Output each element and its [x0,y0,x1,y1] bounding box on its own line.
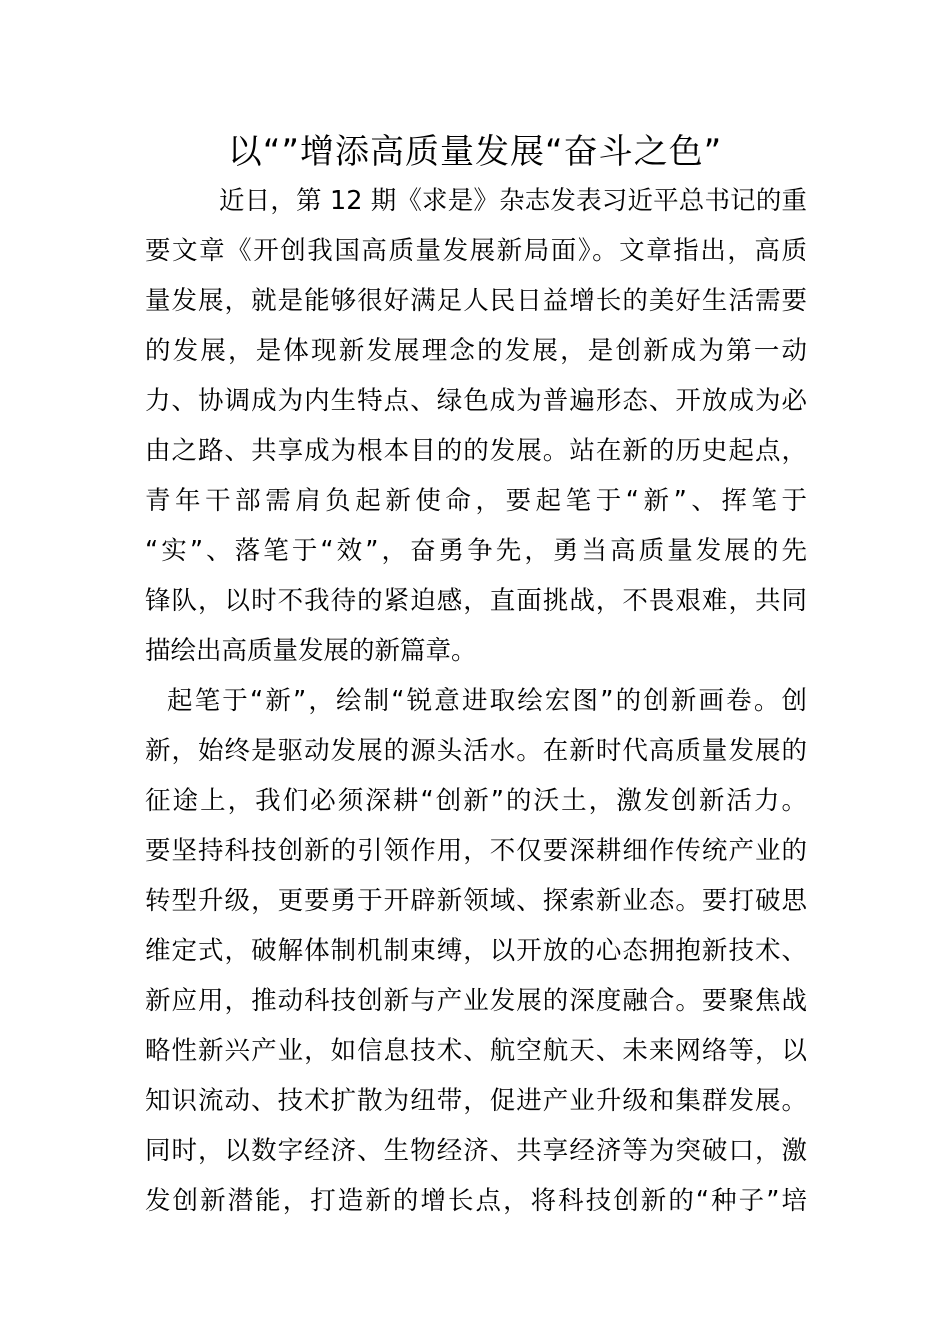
paragraph-line: 力、协调成为内生特点、绿色成为普遍形态、开放成为必 [145,386,807,416]
document-body [145,176,807,1226]
paragraph-line: “实”、落笔于“效”，奋勇争先，勇当高质量发展的先 [145,536,807,566]
document-title: 以“”增添高质量发展“奋斗之色” [227,132,723,172]
paragraph-line: 要坚持科技创新的引领作用，不仅要深耕细作传统产业的 [145,836,807,866]
paragraph-line: 青年干部需肩负起新使命，要起笔于“新”、挥笔于 [145,486,807,516]
paragraph-line: 由之路、共享成为根本目的的发展。站在新的历史起点， [145,436,807,466]
paragraph-line: 的发展，是体现新发展理念的发展，是创新成为第一动 [145,336,807,366]
paragraph-line: 知识流动、技术扩散为纽带，促进产业升级和集群发展。 [145,1086,807,1116]
paragraph-line: 略性新兴产业，如信息技术、航空航天、未来网络等，以 [145,1036,807,1066]
paragraph-line: 同时，以数字经济、生物经济、共享经济等为突破口，激 [145,1136,807,1166]
paragraph-line: 起笔于“新”，绘制“锐意进取绘宏图”的创新画卷。创 [167,686,807,716]
paragraph-line: 征途上，我们必须深耕“创新”的沃土，激发创新活力。 [145,786,807,816]
paragraph-line: 近日，第 12 期《求是》杂志发表习近平总书记的重 [219,186,807,216]
paragraph-1 [145,176,807,676]
paragraph-line: 描绘出高质量发展的新篇章。 [145,636,477,666]
paragraph-line: 发创新潜能，打造新的增长点，将科技创新的“种子”培 [145,1186,807,1216]
paragraph-line: 维定式，破解体制机制束缚，以开放的心态拥抱新技术、 [145,936,807,966]
paragraph-line: 转型升级，更要勇于开辟新领域、探索新业态。要打破思 [145,886,807,916]
paragraph-line: 新应用，推动科技创新与产业发展的深度融合。要聚焦战 [145,986,807,1016]
paragraph-line: 要文章《开创我国高质量发展新局面》。文章指出，高质 [145,236,807,266]
paragraph-2 [145,676,807,1226]
paragraph-line: 锋队，以时不我待的紧迫感，直面挑战，不畏艰难，共同 [145,586,807,616]
paragraph-line: 量发展，就是能够很好满足人民日益增长的美好生活需要 [145,286,807,316]
paragraph-line: 新，始终是驱动发展的源头活水。在新时代高质量发展的 [145,736,807,766]
